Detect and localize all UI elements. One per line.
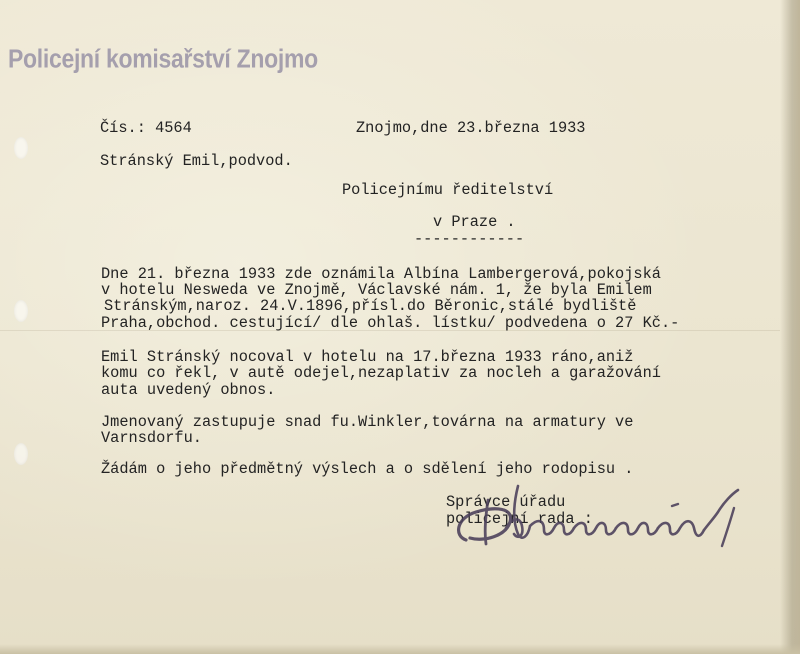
paragraph-2-line-2: komu co řekl, v autě odejel,nezaplativ za nocleh a garažování — [101, 364, 661, 382]
addressee-line-2: v Praze . — [433, 213, 516, 231]
case-subject: Stránský Emil,podvod. — [100, 152, 293, 170]
paragraph-1-line-1: Dne 21. března 1933 zde oznámila Albína Lambergerová,pokojská — [101, 265, 661, 283]
paragraph-2-line-1: Emil Stránský nocoval v hotelu na 17.března 1933 ráno,aniž — [101, 348, 634, 366]
paper-edge-shadow — [0, 644, 800, 654]
paragraph-1-line-3: Stránským,naroz. 24.V.1896,přísl.do Běronic,stálé bydliště — [104, 297, 637, 315]
closing-office-head: Správce úřadu — [446, 493, 566, 511]
punch-hole — [14, 137, 28, 159]
request-sentence: Žádám o jeho předmětný výslech a o sdělení jeho rodopisu . — [101, 460, 634, 478]
paragraph-2-line-3: auta uvedený obnos. — [101, 381, 276, 399]
reference-number: Čís.: 4564 — [100, 119, 192, 137]
punch-hole — [14, 300, 28, 322]
place-and-date: Znojmo,dne 23.března 1933 — [356, 119, 586, 137]
addressee-underline: ------------ — [414, 230, 525, 248]
handwritten-signature — [448, 478, 758, 558]
paragraph-3-line-1: Jmenovaný zastupuje snad fu.Winkler,továrna na armatury ve — [101, 413, 634, 431]
paragraph-3-line-2: Varnsdorfu. — [101, 429, 202, 447]
paragraph-1-line-4: Praha,obchod. cestující/ dle ohlaš. lístku/ podvedena o 27 Kč.- — [101, 314, 680, 332]
addressee-line-1: Policejnímu ředitelství — [342, 181, 554, 199]
office-stamp: Policejní komisařství Znojmo — [8, 44, 318, 74]
punch-hole — [14, 443, 28, 465]
paragraph-1-line-2: v hotelu Nesweda ve Znojmě, Václavské nám. 1, že byla Emilem — [101, 281, 652, 299]
paper-edge-shadow — [780, 0, 800, 654]
closing-police-councillor: policejní rada : — [446, 510, 593, 528]
